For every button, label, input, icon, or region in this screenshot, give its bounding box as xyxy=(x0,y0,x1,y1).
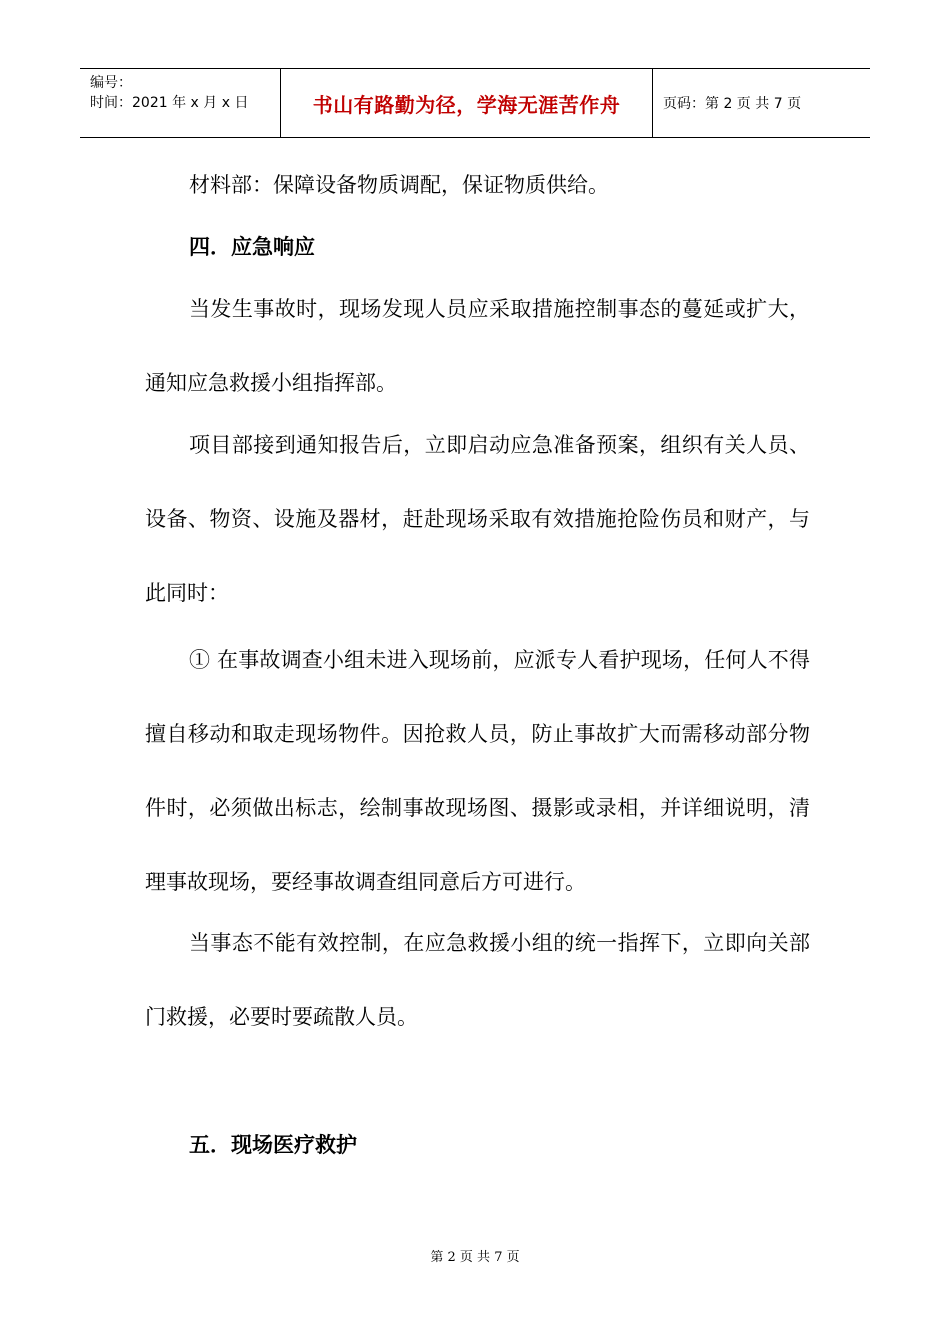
section-heading-medical-rescue: 五．现场医疗救护 xyxy=(189,1133,357,1157)
page-footer: 第 2 页 共 7 页 xyxy=(430,1250,520,1265)
paragraph-project-dept: 项目部接到通知报告后，立即启动应急准备预案，组织有关人员、设备、物资、设施及器材，赶赴现场采取有效措施抢险伤员和财产，与此同时： xyxy=(145,433,810,605)
header-page-label: 页码：第 2 页 共 7 页 xyxy=(663,96,802,112)
paragraph-uncontrolled-situation: 当事态不能有效控制，在应急救援小组的统一指挥下，立即向关部门救援，必要时要疏散人员。 xyxy=(145,931,810,1029)
document-number-label: 编号： xyxy=(90,75,132,91)
paragraph-scene-protection: ① 在事故调查小组未进入现场前，应派专人看护现场，任何人不得擅自移动和取走现场物件。因抢救人员，防止事故扩大而需移动部分物件时，必须做出标志，绘制事故现场图、摄影或录相，并详细说明，清理事故现场，要经事故调查组同意后方可进行。 xyxy=(145,648,810,894)
section-heading-emergency-response: 四．应急响应 xyxy=(189,235,315,259)
document-header xyxy=(80,68,870,138)
paragraph-materials-dept: 材料部：保障设备物质调配，保证物质供给。 xyxy=(189,173,609,197)
document-time-label: 时间：2021 年 x 月 x 日 xyxy=(90,95,249,111)
paragraph-accident-occurs: 当发生事故时，现场发现人员应采取措施控制事态的蔓延或扩大，通知应急救援小组指挥部。 xyxy=(145,297,810,395)
header-motto: 书山有路勤为径，学海无涯苦作舟 xyxy=(281,69,653,137)
header-meta-cell xyxy=(80,69,281,137)
